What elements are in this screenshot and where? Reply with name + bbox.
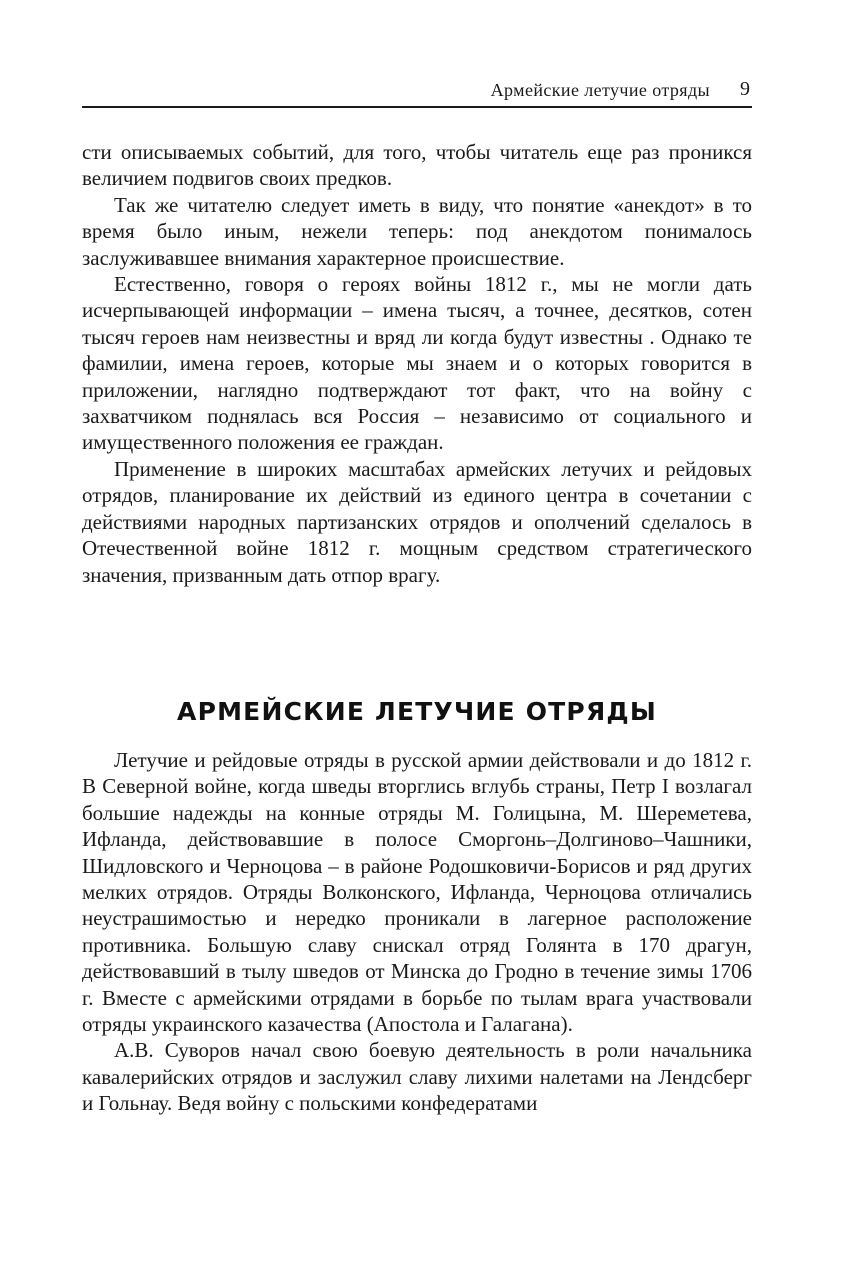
chapter-text	[82, 747, 752, 1117]
paragraph: А.В. Суворов начал свою боевую деятельность в роли начальника кавалерийских отрядов и заслужил славу лихими налетами на Лендсберг и Гольнау. Ведя войну с польскими конфедератами	[82, 1038, 752, 1116]
running-head	[82, 78, 752, 108]
paragraph: Применение в широких масштабах армейских летучих и рейдовых отрядов, планирование их действий из единого центра в сочетании с действиями народных партизанских отрядов и ополчений сделалось в Отечественной войне 1812 г. мощным средством стратегического значения, призванным дать отпор врагу.	[82, 456, 752, 587]
running-head-title: Армейские летучие отряды	[490, 80, 710, 100]
intro-text	[82, 139, 752, 588]
paragraph: Естественно, говоря о героях войны 1812 г., мы не могли дать исчерпывающей информации – имена тысяч, а точнее, десятков, сотен тысяч героев нам неизвестны и вряд ли когда будут известны . Однако те фамилии, имена героев, которые мы знаем и о которых говорится в приложении, наглядно подтверждают тот факт, что на войну с захватчиком поднялась вся Россия – независимо от социального и имущественного положения ее граждан.	[82, 272, 752, 455]
chapter-title: АРМЕЙСКИЕ ЛЕТУЧИЕ ОТРЯДЫ	[177, 696, 657, 726]
page-number: 9	[740, 78, 750, 100]
paragraph: Так же читателю следует иметь в виду, что понятие «анекдот» в то время было иным, нежели теперь: под анекдотом понималось заслуживавшее внимания характерное происшествие.	[82, 192, 752, 270]
paragraph: сти описываемых событий, для того, чтобы читатель еще раз проникся величием подвигов своих предков.	[82, 140, 752, 191]
paragraph: Летучие и рейдовые отряды в русской армии действовали и до 1812 г. В Северной войне, когда шведы вторглись вглубь страны, Петр I возлагал большие надежды на конные отряды М. Голицына, М. Шереметева, Ифланда, действовавшие в полосе Сморгонь–Долгиново–Чашники, Шидловского и Черноцова – в районе Родошковичи-Борисов и ряд других мелких отрядов. Отряды Волконского, Ифланда, Черноцова отличались неустрашимостью и нередко проникали в лагерное расположение противника. Большую славу снискал отряд Голянта в 170 драгун, действовавший в тылу шведов от Минска до Гродно в течение зимы 1706 г. Вместе с армейскими отрядами в борьбе по тылам врага участвовали отряды украинского казачества (Апостола и Галагана).	[82, 748, 752, 1037]
